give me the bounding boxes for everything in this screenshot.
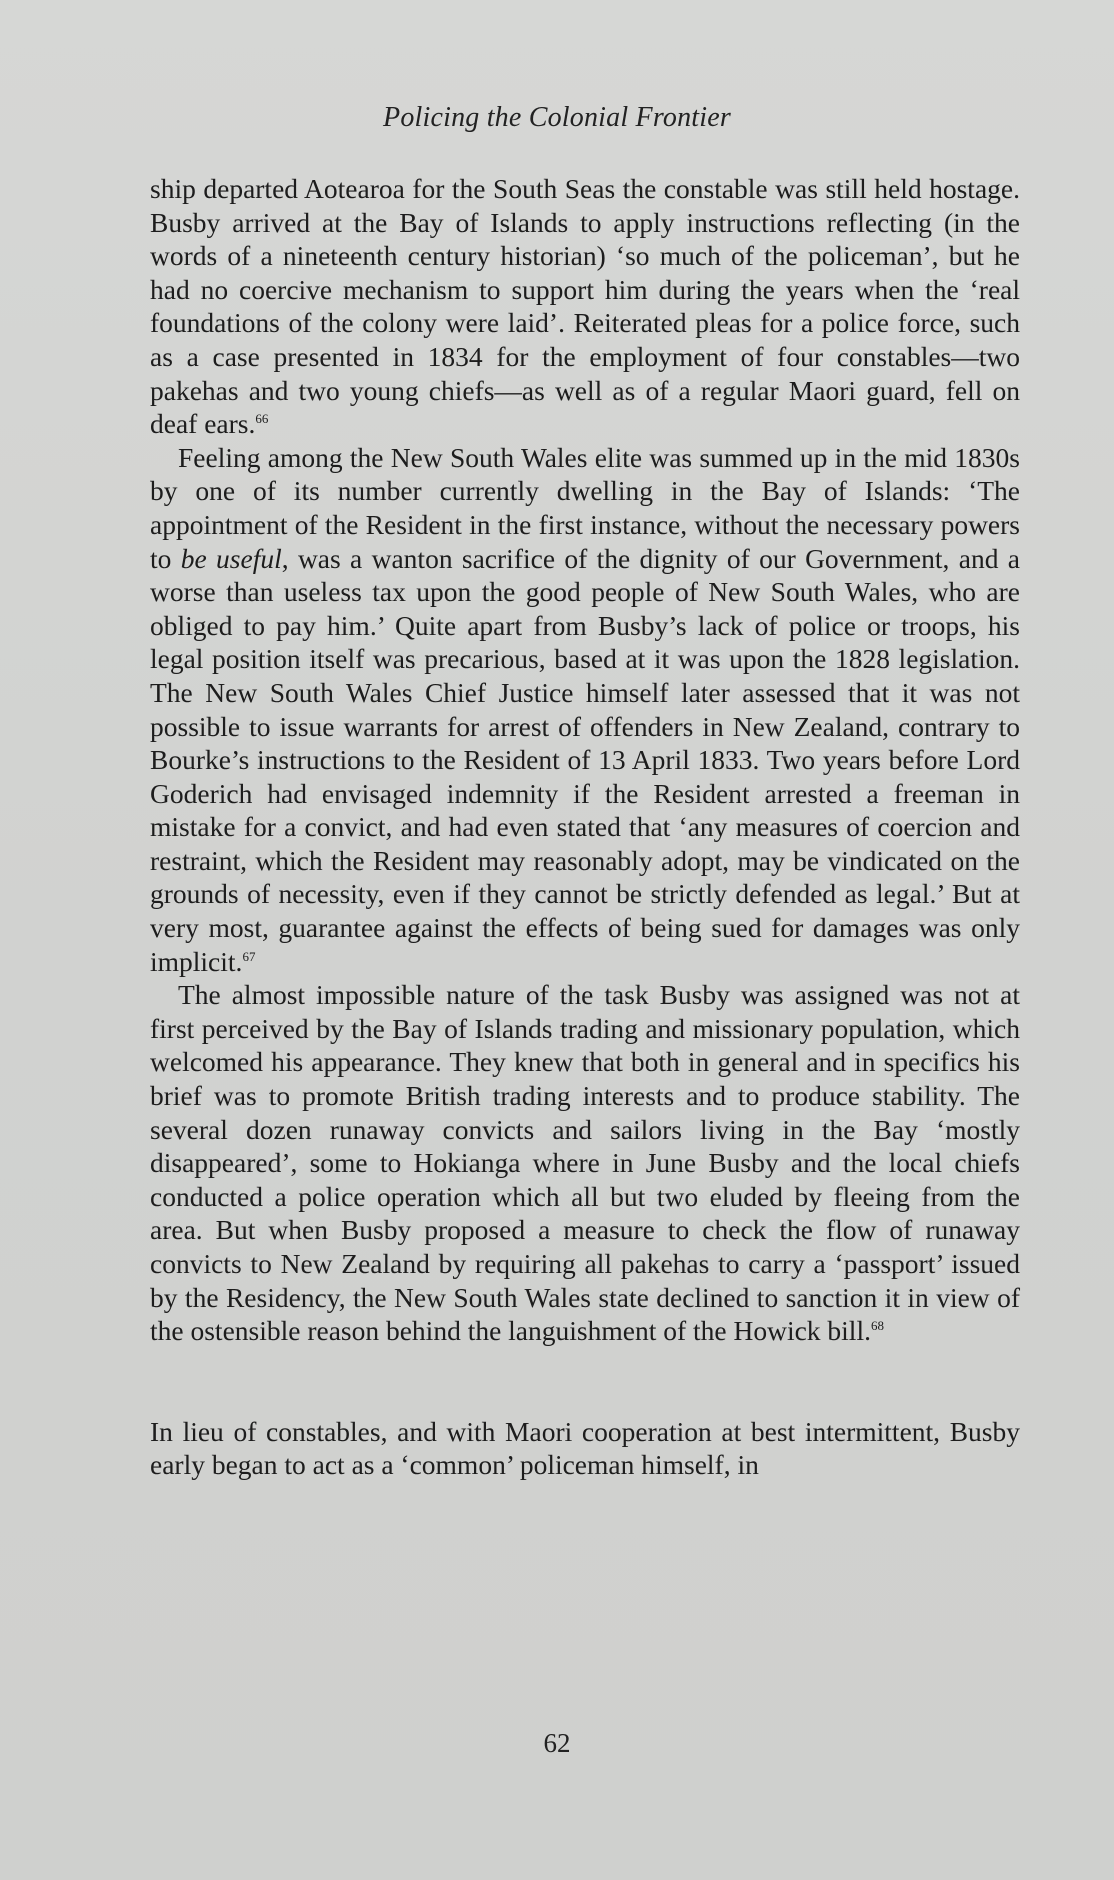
footnote-ref: 68: [870, 1318, 884, 1334]
footnote-ref: 66: [255, 411, 269, 426]
paragraph-text: ship departed Aotearoa for the South Seas the constable was still held hostage. Busby arrived at the Bay of Islands to apply instructions reflecting (in the words of a nineteenth century historian) ‘so much of the policeman’, but he had no coercive mechanism to support him during the years when the ‘real foundations of the colony were laid’. Reiterated pleas for a police force, such as a case presented in 1834 for the employment of four constables—two pakehas and two young chiefs—as well as of a regular Maori guard, fell on deaf ears.: [150, 173, 1020, 440]
footnote-ref: 67: [242, 948, 256, 964]
page-number: 62: [543, 1728, 571, 1758]
emphasis-text: be useful: [180, 542, 282, 574]
paragraph-text: In lieu of constables, and with Maori cooperation at best intermittent, Busby early began to act as a ‘common’ policeman himself, in: [150, 1415, 1020, 1481]
paragraph: [150, 172, 1020, 441]
paragraph: [150, 978, 1020, 1348]
paragraph-text: , was a wanton sacrifice of the dignity of our Government, and a worse than useless tax upon the good people of New South Wales, who are obliged to pay him.’ Quite apart from Busby’s lack of police or troops, his legal position itself was precarious, based at it was upon the 1828 legislation. The New South Wales Chief Justice himself later assessed that it was not possible to issue warrants for arrest of offenders in New Zealand, contrary to Bourke’s instructions to the Resident of 13 April 1833. Two years before Lord Goderich had envisaged indemnity if the Resident arrested a freeman in mistake for a convict, and had even stated that ‘any measures of coercion and restraint, which the Resident may reasonably adopt, may be vindicated on the grounds of necessity, even if they cannot be strictly defended as legal.’ But at very most, guarantee against the effects of being sued for damages was only implicit.: [150, 542, 1020, 977]
paragraph-text: Feeling among the New South Wales elite was summed up in the mid 1830s by one of its number currently dwelling in the Bay of Islands: ‘The appointment of the Resident in the first instance, without the necessary powers to: [150, 441, 1020, 574]
body-text: [150, 172, 1020, 1482]
paragraph: [150, 1415, 1020, 1482]
paragraph-text: The almost impossible nature of the task Busby was assigned was not at first perceived by the Bay of Islands trading and missionary population, which welcomed his appearance. They knew that both in general and in specifics his brief was to promote British trading interests and to produce stability. The several dozen runaway convicts and sailors living in the Bay ‘mostly disappeared’, some to Hokianga where in June Busby and the local chiefs conducted a police operation which all but two eluded by fleeing from the area. But when Busby proposed a measure to check the flow of runaway convicts to New Zealand by requiring all pakehas to carry a ‘passport’ issued by the Residency, the New South Wales state declined to sanction it in view of the ostensible reason behind the languishment of the Howick bill.: [150, 979, 1020, 1347]
paragraph: [150, 441, 1020, 979]
running-head: Policing the Colonial Frontier: [383, 102, 731, 133]
